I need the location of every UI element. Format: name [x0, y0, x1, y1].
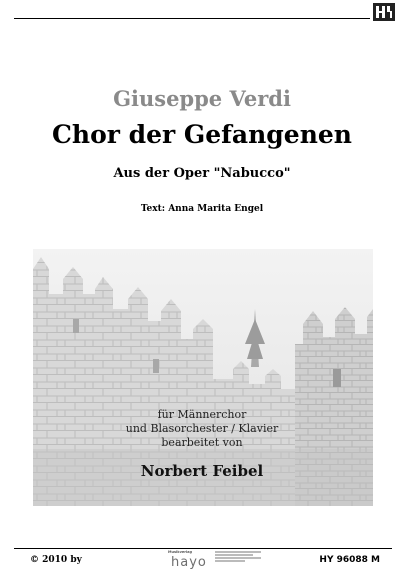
lyricist-credit: Text: Anna Marita Engel — [140, 204, 264, 214]
subtitle: Aus der Oper "Nabucco" — [113, 166, 291, 181]
publisher-logo: hayo — [171, 555, 207, 570]
copyright-notice: © 2010 by — [30, 555, 82, 565]
page-title: Chor der Gefangenen — [52, 120, 352, 149]
scoring-line: bearbeitet von — [161, 436, 243, 449]
scoring-line: für Männerchor — [157, 408, 247, 421]
top-rule — [14, 18, 370, 19]
bottom-rule — [14, 548, 392, 549]
catalog-number: HY 96088 M — [319, 555, 380, 565]
arranger-name: Norbert Feibel — [140, 462, 264, 480]
publisher-tagline: Musikverlag — [168, 550, 193, 554]
scoring-block — [0, 408, 404, 450]
publisher-monogram-icon — [373, 3, 395, 21]
scoring-line: und Blasorchester / Klavier — [125, 422, 279, 435]
publisher-address — [215, 551, 261, 562]
composer-name: Giuseppe Verdi — [113, 86, 291, 111]
